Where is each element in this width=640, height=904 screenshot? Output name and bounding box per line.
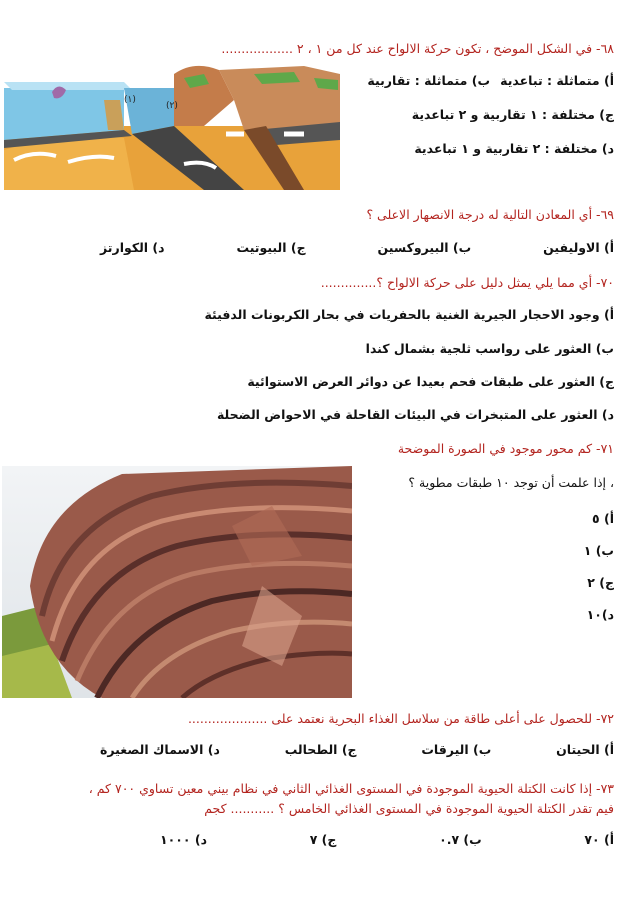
question-69: ٦٩- أي المعادن التالية له درجة الانصهار الاعلى ؟ bbox=[366, 207, 614, 222]
option-73-b: ب) ٠.٧ bbox=[439, 832, 482, 847]
option-72-a: أ) الحيتان bbox=[556, 742, 614, 757]
question-68: ٦٨- في الشكل الموضح ، تكون حركة الالواح عند كل من ١ ، ٢ .................. bbox=[221, 41, 614, 56]
question-73-line1: ٧٣- إذا كانت الكتلة الحيوية الموجودة في المستوى الغذائي الثاني في نظام بيني معين تساوي ٧٠٠ كم ، bbox=[88, 781, 614, 796]
option-71-c: ج) ٢ bbox=[587, 575, 614, 590]
option-70-c: ج) العثور على طبقات فحم بعيدا عن دوائر العرض الاستوائية bbox=[247, 374, 614, 389]
option-70-a: أ) وجود الاحجار الجيرية الغنية بالحفريات في بحار الكربونات الدفيئة bbox=[204, 307, 614, 322]
option-69-a: أ) الاوليفين bbox=[543, 240, 614, 255]
question-71-sub: ، إذا علمت أن توجد ١٠ طبقات مطوية ؟ bbox=[408, 475, 614, 490]
option-70-d: د) العثور على المتبخرات في البيئات القاحلة في الاحواض الضحلة bbox=[216, 407, 614, 422]
option-68-d: د) مختلفة : ٢ تقاربية و ١ تباعدية bbox=[414, 141, 614, 156]
options-73 bbox=[160, 832, 614, 847]
question-72: ٧٢- للحصول على أعلى طاقة من سلاسل الغذاء البحرية نعتمد على .................... bbox=[187, 711, 614, 726]
option-68-c: ج) مختلفة : ١ تقاربية و ٢ تباعدية bbox=[411, 107, 614, 122]
figure-label-2: (٢) bbox=[166, 101, 178, 111]
option-73-a: أ) ٧٠ bbox=[584, 832, 614, 847]
option-73-d: د) ١٠٠٠ bbox=[160, 832, 208, 847]
option-71-b: ب) ١ bbox=[583, 543, 614, 558]
option-70-b: ب) العثور على رواسب ثلجية بشمال كندا bbox=[365, 341, 614, 356]
option-72-b: ب) اليرقات bbox=[421, 742, 492, 757]
option-69-d: د) الكوارتز bbox=[100, 240, 165, 255]
option-71-a: أ) ٥ bbox=[592, 511, 614, 526]
plate-boundary-diagram bbox=[4, 60, 340, 190]
option-69-c: ج) البيوتيت bbox=[236, 240, 306, 255]
folded-rock-photo bbox=[2, 466, 352, 698]
option-71-d: د)١٠ bbox=[586, 607, 614, 622]
option-72-c: ج) الطحالب bbox=[284, 742, 357, 757]
option-73-c: ج) ٧ bbox=[309, 832, 337, 847]
options-69 bbox=[100, 240, 614, 255]
option-68-b: ب) متماثلة : تقاربية bbox=[367, 73, 490, 88]
option-68-a: أ) متماثلة : تباعدية bbox=[500, 73, 614, 88]
question-70: ٧٠- أي مما يلي يمثل دليل على حركة الالواح ؟.............. bbox=[320, 275, 614, 290]
options-72 bbox=[100, 742, 614, 757]
option-69-b: ب) البيروكسين bbox=[377, 240, 472, 255]
option-72-d: د) الاسماك الصغيرة bbox=[100, 742, 220, 757]
figure-label-1: (١) bbox=[124, 95, 136, 105]
question-71: ٧١- كم محور موجود في الصورة الموضحة bbox=[397, 441, 614, 456]
question-73-line2: فيم تقدر الكتلة الحيوية الموجودة في المستوى الغذائي الخامس ؟ ........... كجم bbox=[204, 801, 614, 816]
